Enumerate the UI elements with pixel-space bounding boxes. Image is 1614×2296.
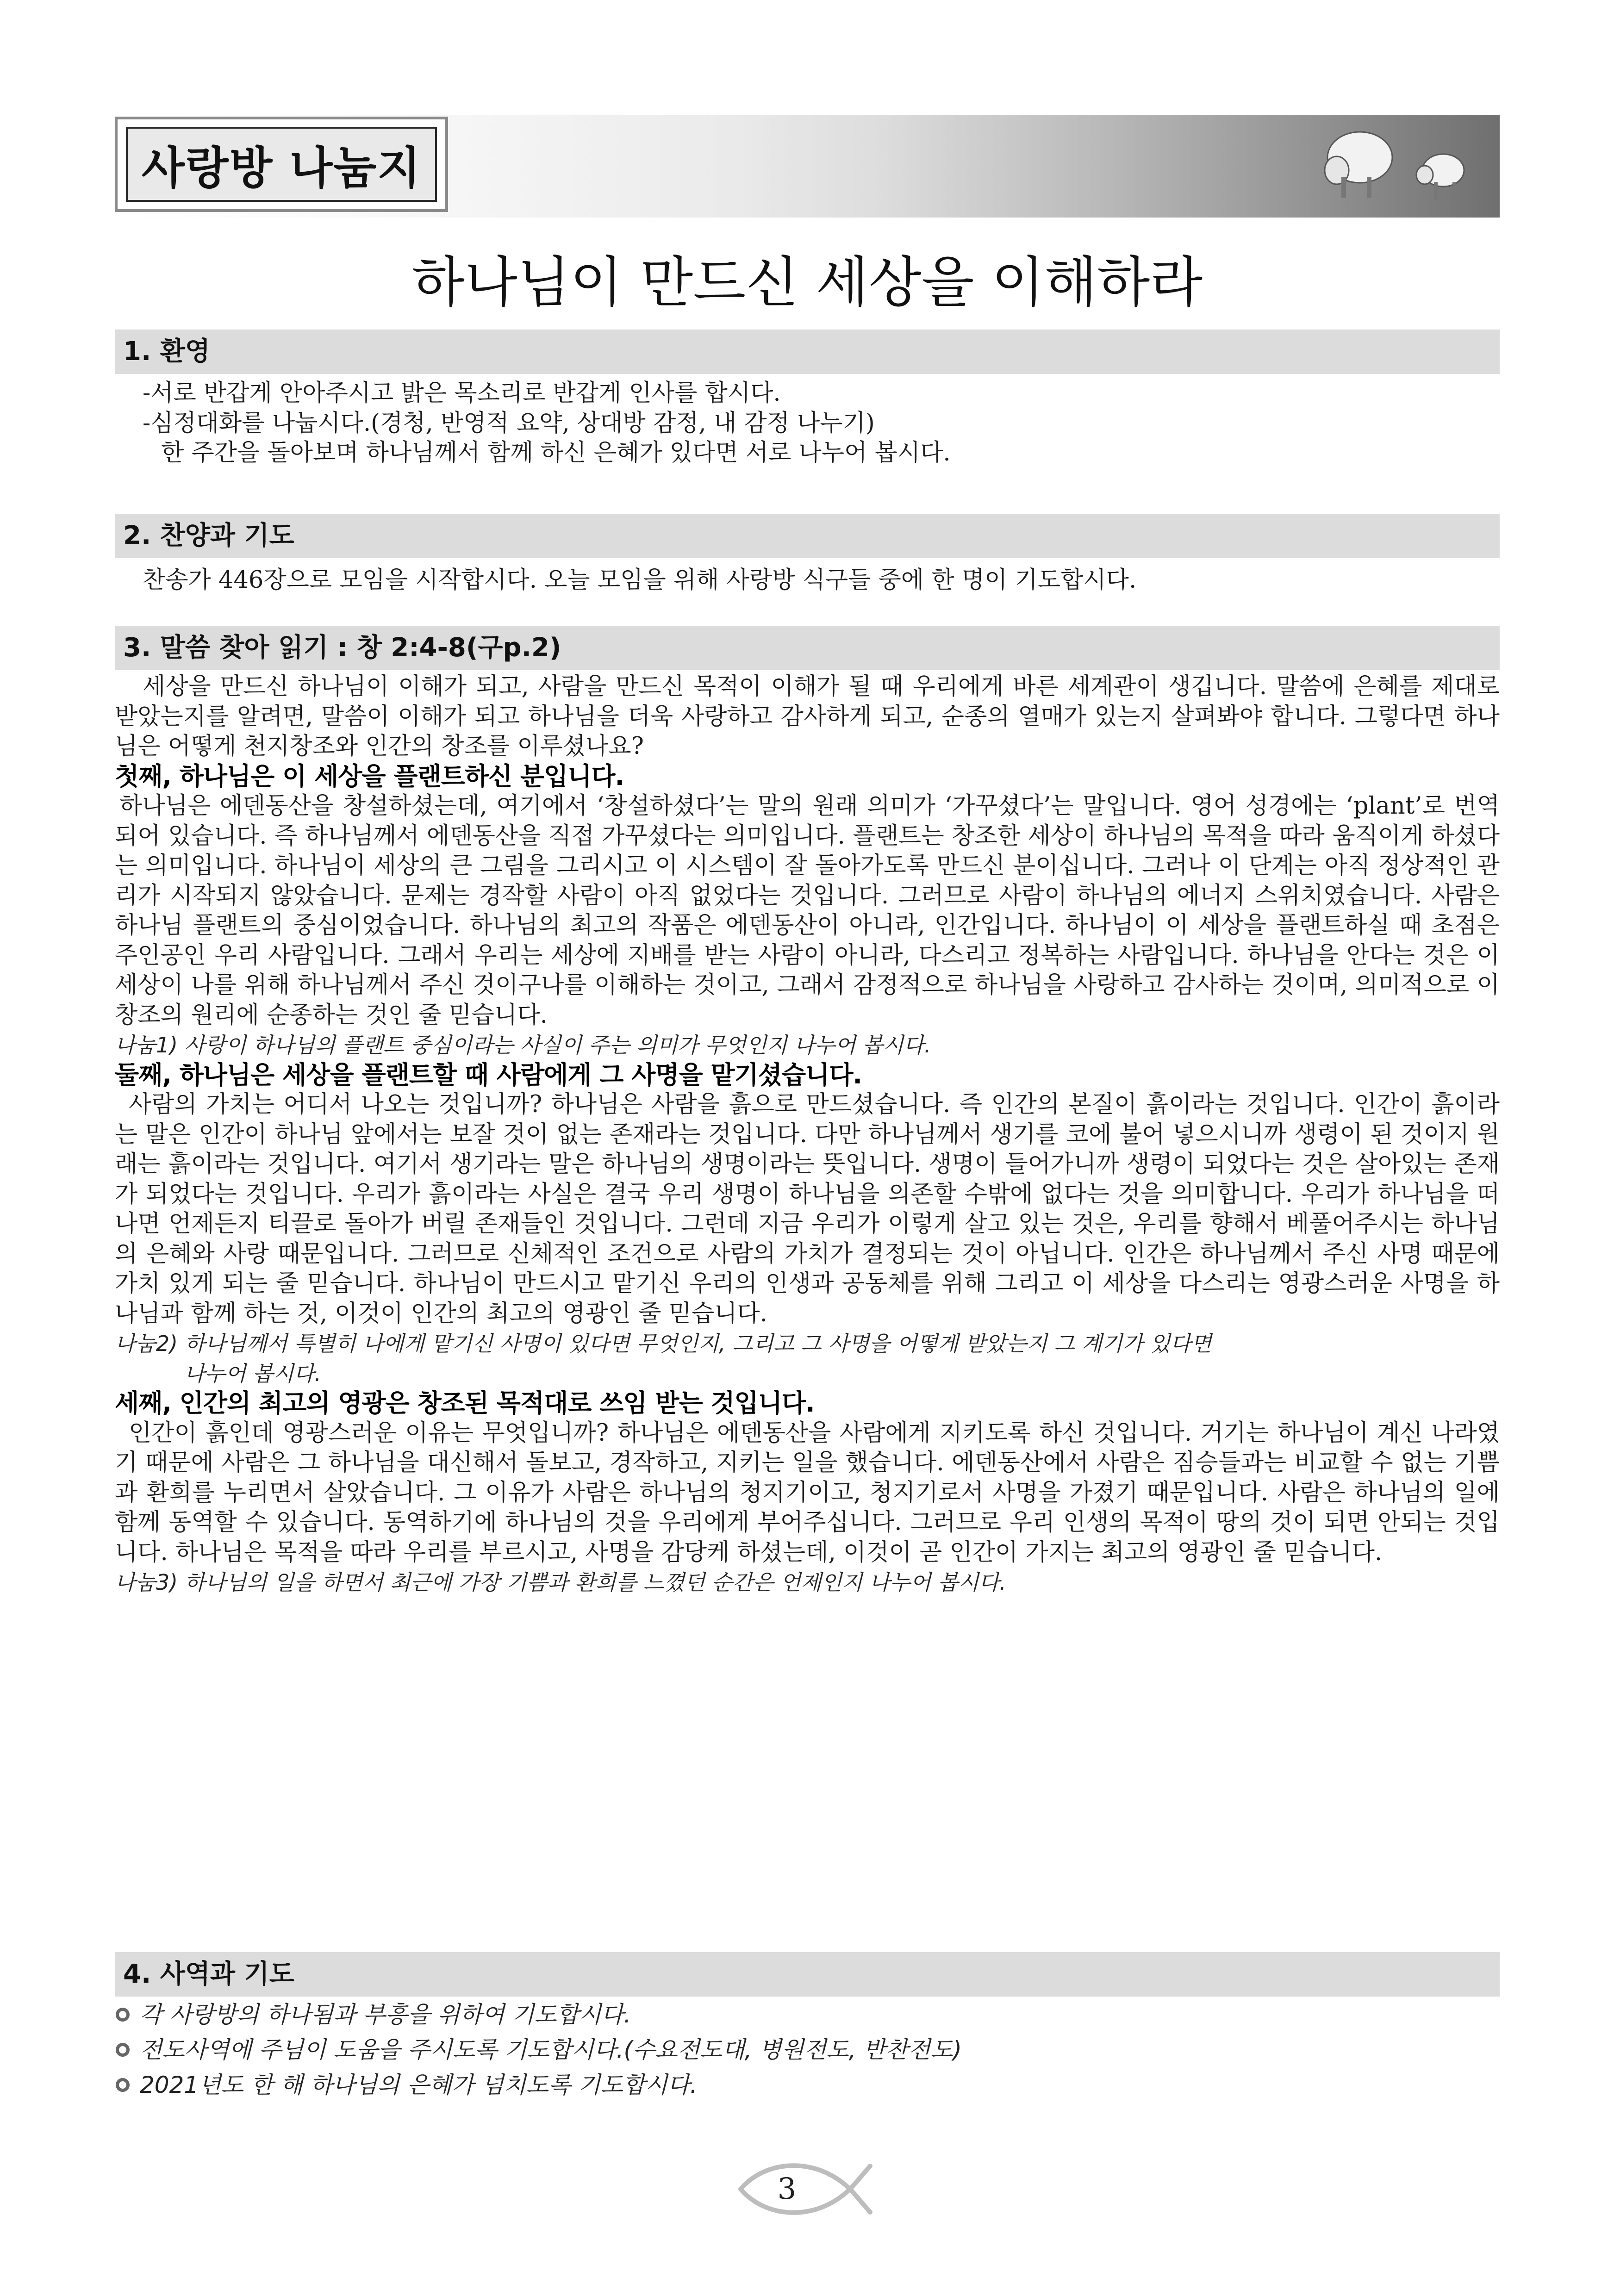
share2-question-cont: 나누어 봅시다.: [184, 1361, 321, 1386]
section-header-scripture: 3. 말씀 찾아 읽기 : 창 2:4-8(구p.2): [115, 626, 1500, 670]
section-label-box: [115, 117, 448, 212]
page-title: 하나님이 만드신 세상을 이해하라: [411, 250, 1203, 314]
prayer-text: 각 사랑방의 하나됨과 부흥을 위하여 기도합시다.: [140, 2001, 631, 2028]
prayer-item: [115, 2067, 1500, 2103]
point3-heading: 세째, 인간의 최고의 영광은 창조된 목적대로 쓰임 받는 것입니다.: [115, 1388, 815, 1418]
welcome-body: [115, 379, 1500, 468]
welcome-line: 한 주간을 돌아보며 하나님께서 함께 하신 은혜가 있다면 서로 나누어 봅시다.: [161, 439, 951, 467]
praise-body: [115, 566, 1500, 596]
point2-text: 사람의 가치는 어디서 나오는 것입니까? 하나님은 사람을 흙으로 만드셨습니다. 즉 인간의 본질이 흙이라는 것입니다. 인간이 흙이라는 말은 인간이 하나님 앞에서는 보잘 것이 없는 존재라는 것입니다. 다만 하나님께서 생기를 코에 불어 넣으시니까 생령이 된 것이지 원래는 흙이라는 것입니다. 여기서 생기라는 말은 하나님의 생명이라는 뜻입니다. 생명이 들어가니까 생령이 되었다는 것은 살아있는 존재가 되었다는 것입니다. 우리가 흙이라는 사실은 결국 우리 생명이 하나님을 의존할 수밖에 없다는 것을 의미합니다. 우리가 하나님을 떠나면 언제든지 티끌로 돌아가 버릴 존재들인 것입니다. 그런데 지금 우리가 이렇게 살고 있는 것은, 우리를 향해서 베풀어주시는 하나님의 은혜와 사랑 때문입니다. 그러므로 신체적인 조건으로 사람의 가치가 결정되는 것이 아닙니다. 인간은 하나님께서 주신 사명 때문에 가치 있게 되는 줄 믿습니다. 하나님이 만드시고 맡기신 우리의 인생과 공동체를 위해 그리고 이 세상을 다스리는 영광스러운 사명을 하나님과 함께 하는 것, 이것이 인간의 최고의 영광인 줄 믿습니다.: [115, 1091, 1500, 1327]
point2-heading: 둘째, 하나님은 세상을 플랜트할 때 사람에게 그 사명을 맡기셨습니다.: [115, 1060, 862, 1089]
prayer-text: 2021년도 한 해 하나님의 은혜가 넘치도록 기도합시다.: [140, 2072, 698, 2098]
welcome-line: -서로 반갑게 안아주시고 밝은 목소리로 반갑게 인사를 합시다.: [143, 380, 781, 407]
prayer-text: 전도사역에 주님이 도움을 주시도록 기도합시다.(수요전도대, 병원전도, 반찬전도): [140, 2036, 962, 2063]
prayer-item: [115, 2032, 1500, 2067]
section-header-praise: 2. 찬양과 기도: [115, 514, 1500, 558]
prayer-list: [115, 1997, 1500, 2103]
point1-heading: 첫째, 하나님은 이 세상을 플랜트하신 분입니다.: [115, 761, 624, 791]
prayer-item: [115, 1997, 1500, 2032]
section-header-welcome: 1. 환영: [115, 330, 1500, 374]
scripture-intro: 세상을 만드신 하나님이 이해가 되고, 사람을 만드신 목적이 이해가 될 때 우리에게 바른 세계관이 생깁니다. 말씀에 은혜를 제대로 받았는지를 알려면, 말씀이 이해가 되고 하나님을 더욱 사랑하고 감사하게 되고, 순종의 열매가 있는지 살펴봐야 합니다. 그렇다면 하나님은 어떻게 천지창조와 인간의 창조를 이루셨나요?: [115, 673, 1500, 760]
welcome-line: -심정대화를 나눕시다.(경청, 반영적 요약, 상대방 감정, 내 감정 나누기): [143, 409, 875, 437]
page-number: 3: [777, 2172, 797, 2206]
praise-text: 찬송가 446장으로 모임을 시작합시다. 오늘 모임을 위해 사랑방 식구들 중에 한 명이 기도합시다.: [143, 566, 1137, 594]
share1-question: 나눔1) 사랑이 하나님의 플랜트 중심이라는 사실이 주는 의미가 무엇인지 나누어 봅시다.: [115, 1033, 931, 1058]
section-label: 사랑방 나눔지: [126, 127, 437, 202]
point1-text: 하나님은 에덴동산을 창설하셨는데, 여기에서 ‘창설하셨다’는 말의 원래 의미가 ‘가꾸셨다’는 말입니다. 영어 성경에는 ‘plant’로 번역되어 있습니다. 즉 하나님께서 에덴동산을 직접 가꾸셨다는 의미입니다. 플랜트는 창조한 세상이 하나님의 목적을 따라 움직이게 하셨다는 의미입니다. 하나님이 세상의 큰 그림을 그리시고 이 시스템이 잘 돌아가도록 만드신 분이십니다. 그러나 이 단계는 아직 정상적인 관리가 시작되지 않았습니다. 문제는 경작할 사람이 아직 없었다는 것입니다. 그러므로 사람이 하나님의 에너지 스위치였습니다. 사람은 하나님 플랜트의 중심이었습니다. 하나님의 최고의 작품은 에덴동산이 아니라, 인간입니다. 하나님이 이 세상을 플랜트하실 때 초점은 주인공인 우리 사람입니다. 그래서 우리는 세상에 지배를 받는 사람이 아니라, 다스리고 정복하는 사람입니다. 하나님을 안다는 것은 이 세상이 나를 위해 하나님께서 주신 것이구나를 이해하는 것이고, 그래서 감정적으로 하나님을 사랑하고 감사하는 것이며, 의미적으로 이 창조의 원리에 순종하는 것인 줄 믿습니다.: [115, 792, 1500, 1029]
bullet-icon: [116, 2008, 130, 2022]
bullet-icon: [116, 2078, 130, 2092]
scripture-body: [115, 672, 1500, 1598]
section-header-ministry: 4. 사역과 기도: [115, 1952, 1500, 1997]
share2-question: 나눔2) 하나님께서 특별히 나에게 맡기신 사명이 있다면 무엇인지, 그리고 그 사명을 어떻게 받았는지 그 계기가 있다면: [115, 1331, 1212, 1356]
page-number-badge: [731, 2152, 884, 2226]
bullet-icon: [116, 2043, 130, 2057]
share3-question: 나눔3) 하나님의 일을 하면서 최근에 가장 기쁨과 환희를 느꼈던 순간은 언제인지 나누어 봅시다.: [115, 1570, 1006, 1595]
point3-text: 인간이 흙인데 영광스러운 이유는 무엇입니까? 하나님은 에덴동산을 사람에게 지키도록 하신 것입니다. 거기는 하나님이 계신 나라였기 때문에 사람은 그 하나님을 대신해서 돌보고, 경작하고, 지키는 일을 했습니다. 에덴동산에서 사람은 짐승들과는 비교할 수 없는 기쁨과 환희를 누리면서 살았습니다. 그 이유가 사람은 하나님의 청지기이고, 청지기로서 사명을 가졌기 때문입니다. 사람은 하나님의 일에 함께 동역할 수 있습니다. 동역하기에 하나님의 것을 우리에게 부어주십니다. 그러므로 우리 인생의 목적이 땅의 것이 되면 안되는 것입니다. 하나님은 목적을 따라 우리를 부르시고, 사명을 감당케 하셨는데, 이것이 곧 인간이 가지는 최고의 영광인 줄 믿습니다.: [115, 1419, 1500, 1566]
